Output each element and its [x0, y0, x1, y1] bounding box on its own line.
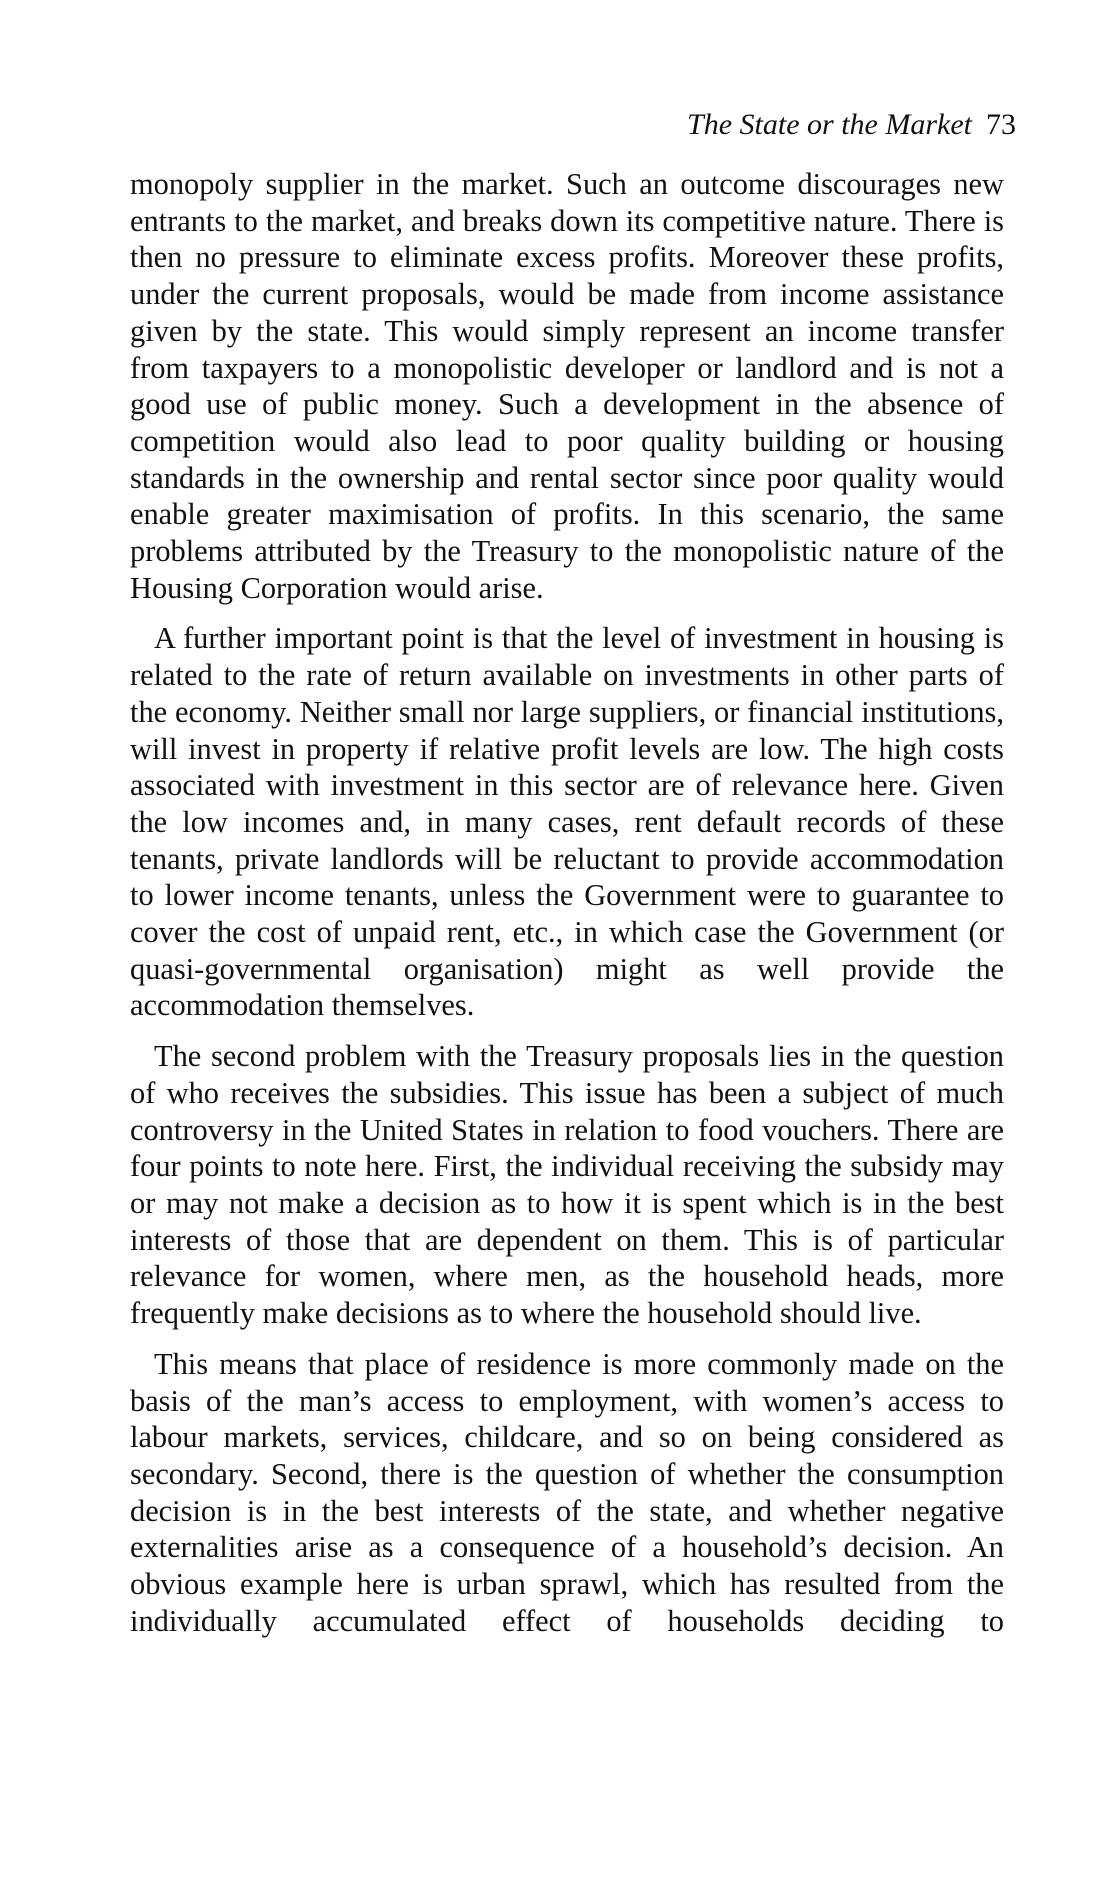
paragraph-investment: A further important point is that the level of investment in housing is related to the rate of return available on investments in other parts of the economy. Neither small nor large suppliers, or financial institutions, will invest in property if relative profit levels are low. The high costs associated with investment in this sector are of relevance here. Given the low incomes and, in many cases, rent default records of these tenants, private landlords will be reluctant to provide accommodation to lower income tenants, unless the Government were to guarantee to cover the cost of unpaid rent, etc., in which case the Government (or quasi-governmental organisation) might as well provide the accommodation themselves. — [130, 621, 1004, 1023]
running-head-title: The State or the Market — [687, 108, 972, 141]
paragraph-residence: This means that place of residence is more commonly made on the basis of the man’s access to employment, with women’s access to labour markets, services, childcare, and so on being considered as secondary. Second, there is the question of whether the consumption decision is in the best interests of the state, and whether negative externalities arise as a consequence of a household’s decision. An obvious example here is urban sprawl, which has resulted from the individually accumulated effect of households deciding to — [130, 1346, 1004, 1638]
page-number: 73 — [986, 108, 1016, 141]
paragraph-continued: monopoly supplier in the market. Such an outcome discourages new entrants to the market, and breaks down its competitive nature. There is then no pressure to eliminate excess profits. Moreover these profits, under the current proposals, would be made from income assistance given by the state. This would simply represent an income transfer from taxpayers to a monopolistic developer or landlord and is not a good use of public money. Such a development in the absence of competition would also lead to poor quality building or housing standards in the ownership and rental sector since poor quality would enable greater maximisation of profits. In this scenario, the same problems attributed by the Treasury to the monopolistic nature of the Housing Corporation would arise. — [130, 167, 1004, 605]
body-text — [130, 166, 1004, 1653]
paragraph-subsidies: The second problem with the Treasury proposals lies in the question of who receives the subsidies. This issue has been a subject of much controversy in the United States in relation to food vouchers. There are four points to note here. First, the individual receiving the subsidy may or may not make a decision as to how it is spent which is in the best interests of those that are dependent on them. This is of particular relevance for women, where men, as the household heads, more frequently make decisions as to where the household should live. — [130, 1039, 1004, 1331]
running-head — [687, 108, 1016, 142]
